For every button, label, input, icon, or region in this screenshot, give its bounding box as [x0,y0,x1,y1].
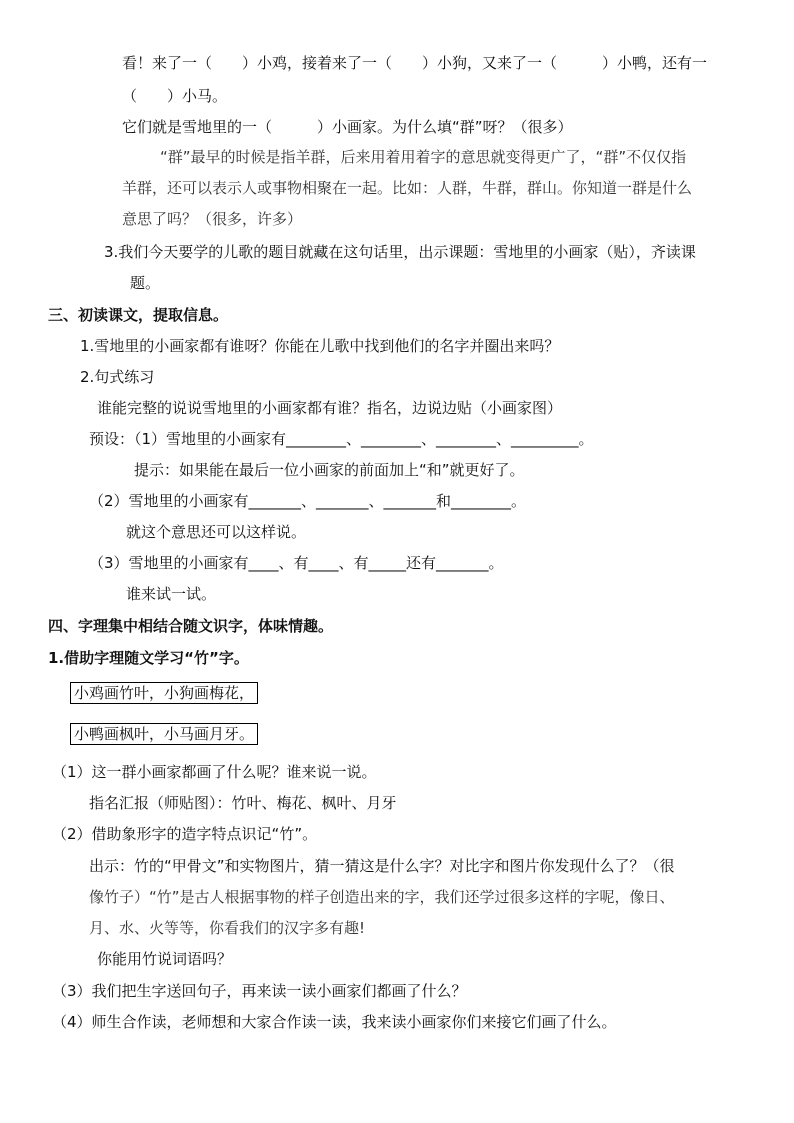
text-line-11: 2.句式练习 [80,368,155,386]
poem-box-2: 小鸭画枫叶，小马画月牙。 [70,723,258,745]
text-line-10: 1.雪地里的小画家都有谁呀？你能在儿歌中找到他们的名字并圈出来吗？ [80,337,560,355]
text-line-23: （1）这一群小画家都画了什么呢？谁来说一说。 [52,763,377,781]
text-line-6: 意思了吗？（很多，许多） [122,210,303,228]
text-line-13: 预设：（1）雪地里的小画家有________、________、________、_________。 [89,430,594,448]
subheading-1: 1.借助字理随文学习“竹”字。 [48,649,249,667]
text-line-1: 看！来了一（ ）小鸡，接着来了一（ ）小狗，又来了一（ ）小鸭，还有一 [122,54,708,72]
text-line-27: 像竹子）“竹”是古人根据事物的样子创造出来的字，我们还学过很多这样的字呢，像日、 [89,888,675,906]
poem-box-1: 小鸡画竹叶，小狗画梅花， [70,682,258,704]
text-line-26: 出示：竹的“甲骨文”和实物图片，猜一猜这是什么字？对比字和图片你发现什么了？（很 [89,857,675,875]
text-line-29: 你能用竹说词语吗？ [97,950,233,968]
text-line-31: （4）师生合作读，老师想和大家合作读一读，我来读小画家你们来接它们画了什么。 [52,1013,617,1031]
text-line-30: （3）我们把生字送回句子，再来读一读小画家们都画了什么？ [52,982,467,1000]
text-line-24: 指名汇报（师贴图）：竹叶、梅花、枫叶、月牙 [89,794,397,812]
text-line-16: 就这个意思还可以这样说。 [126,523,307,541]
text-line-8: 题。 [130,274,161,292]
text-line-2: （ ）小马。 [122,87,228,105]
text-line-3: 它们就是雪地里的一（ ）小画家。为什么填“群”呀？（很多） [122,118,573,136]
text-line-15: （2）雪地里的小画家有_______、_______、_______和________。 [89,492,527,510]
text-line-18: 谁来试一试。 [126,585,217,603]
text-line-7: 3.我们今天要学的儿歌的题目就藏在这句话里，出示课题：雪地里的小画家（贴），齐读课 [104,243,696,261]
text-line-12: 谁能完整的说说雪地里的小画家都有谁？指名，边说边贴（小画家图） [97,399,563,417]
text-line-5: 羊群，还可以表示人或事物相聚在一起。比如：人群，牛群，群山。你知道一群是什么 [122,179,693,197]
text-line-25: （2）借助象形字的造字特点识记“竹”。 [52,825,318,843]
text-line-28: 月、水、火等等，你看我们的汉字多有趣! [89,919,366,937]
section-heading-3: 三、初读课文，提取信息。 [48,306,229,324]
text-line-14: 提示：如果能在最后一位小画家的前面加上“和”就更好了。 [134,461,525,479]
text-line-4: “群”最早的时候是指羊群，后来用着用着字的意思就变得更广了，“群”不仅仅指 [160,148,687,166]
section-heading-4: 四、字理集中相结合随文识字，体味情趣。 [48,617,334,635]
text-line-17: （3）雪地里的小画家有____、有____、有_____还有_______。 [89,554,504,572]
